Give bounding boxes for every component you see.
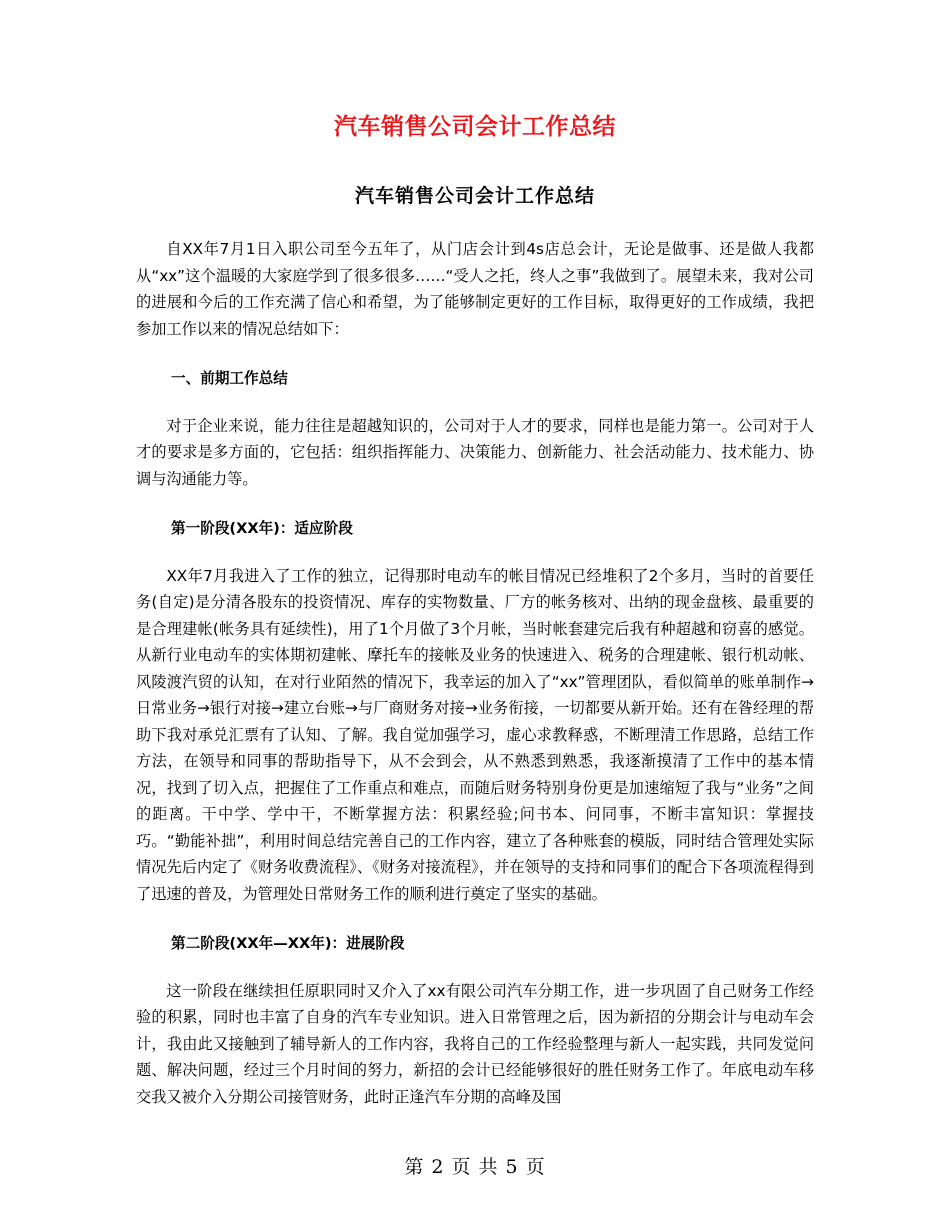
section-paragraph-stage-two: 这一阶段在继续担任原职同时又介入了xx有限公司汽车分期工作，进一步巩固了自己财务工作经验的积累，同时也丰富了自身的汽车专业知识。进入日常管理之后，因为新招的分期会计与电动车会计，我由此又接触到了辅导新人的工作内容，我将自己的工作经验整理与新人一起实践，共同发觉问题、解决问题，经过三个月时间的努力，新招的会计已经能够很好的胜任财务工作了。年底电动车移交我又被介入分期公司接管财务，此时正逢汽车分期的高峰及国 — [136, 981, 814, 1106]
section-heading-stage-one: 第一阶段(XX年)：适应阶段 — [171, 520, 353, 537]
section-paragraph-early-work: 对于企业来说，能力往往是超越知识的，公司对于人才的要求，同样也是能力第一。公司对于人才的要求是多方面的，它包括：组织指挥能力、决策能力、创新能力、社会活动能力、技术能力、协调与沟通能力等。 — [136, 416, 814, 488]
page-number-footer: 第 2 页 共 5 页 — [404, 1156, 546, 1178]
document-subtitle: 汽车销售公司会计工作总结 — [354, 185, 595, 207]
section-paragraph-stage-one: XX年7月我进入了工作的独立，记得那时电动车的帐目情况已经堆积了2个多月，当时的首要任务(自定)是分清各股东的投资情况、库存的实物数量、厂方的帐务核对、出纳的现金盘核、最重要的是合理建帐(帐务具有延续性)，用了1个月做了3个月帐，当时帐套建完后我有种超越和窃喜的感觉。从新行业电动车的实体期初建帐、摩托车的接帐及业务的快速进入、税务的合理建帐、银行机动帐、风陵渡汽贸的认知，在对行业陌然的情况下，我幸运的加入了“xx”管理团队，看似简单的账单制作→日常业务→银行对接→建立台账→与厂商财务对接→业务衔接，一切都要从新开始。还有在昝经理的帮助下我对承兑汇票有了认知、了解。我自觉加强学习，虚心求教释惑，不断理清工作思路，总结工作方法，在领导和同事的帮助指导下，从不会到会，从不熟悉到熟悉，我逐渐摸清了工作中的基本情况，找到了切入点，把握住了工作重点和难点，而随后财务特别身份更是加速缩短了我与“业务”之间的距离。干中学、学中干，不断掌握方法：积累经验;问书本、问同事，不断丰富知识：掌握技巧。“勤能补拙”，利用时间总结完善自己的工作内容，建立了各种账套的模版，同时结合管理处实际情况先后内定了《财务收费流程》、《财务对接流程》，并在领导的支持和同事们的配合下各项流程得到了迅速的普及，为管理处日常财务工作的顺利进行奠定了坚实的基础。 — [136, 566, 814, 903]
section-heading-early-work: 一、前期工作总结 — [171, 370, 288, 387]
document-body — [136, 236, 814, 1110]
intro-paragraph: 自XX年7月1日入职公司至今五年了，从门店会计到4s店总会计，无论是做事、还是做人我都从“xx”这个温暖的大家庭学到了很多很多……“受人之托，终人之事”我做到了。展望未来，我对公司的进展和今后的工作充满了信心和希望，为了能够制定更好的工作目标，取得更好的工作成绩，我把参加工作以来的情况总结如下： — [136, 240, 814, 338]
document-title: 汽车销售公司会计工作总结 — [334, 114, 616, 140]
section-heading-stage-two: 第二阶段(XX年—XX年)：进展阶段 — [171, 935, 405, 952]
